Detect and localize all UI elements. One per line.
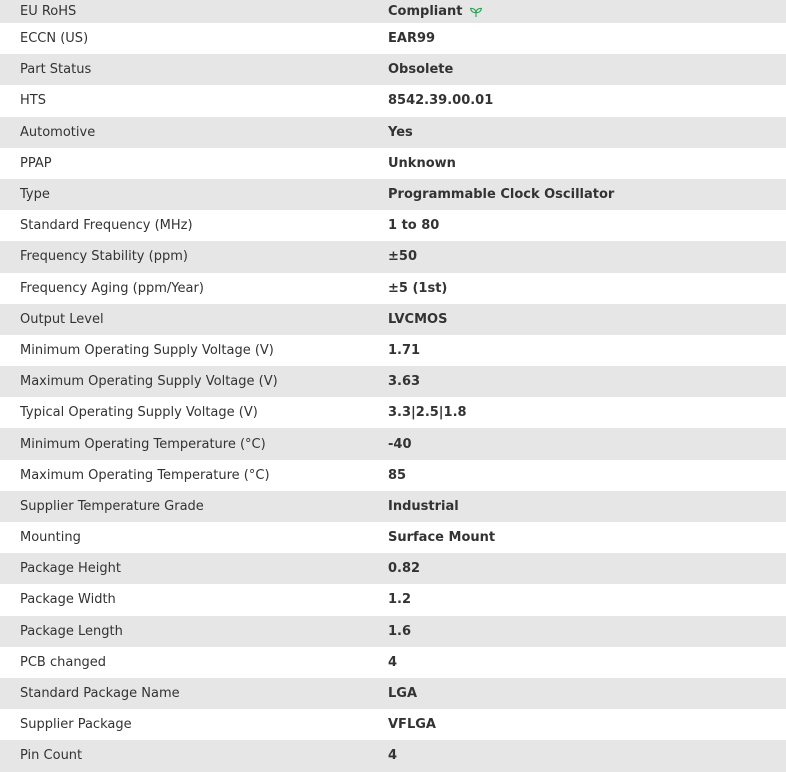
spec-label: Supplier Temperature Grade (20, 498, 204, 514)
spec-value: 1.71 (388, 342, 421, 358)
spec-value: Unknown (388, 155, 456, 171)
spec-label: Typical Operating Supply Voltage (V) (20, 405, 258, 421)
spec-row-mounting (0, 522, 786, 553)
spec-value: 3.63 (388, 374, 421, 390)
spec-row-pcb-changed (0, 647, 786, 678)
spec-value: EAR99 (388, 31, 436, 47)
spec-label: Standard Frequency (MHz) (20, 218, 193, 234)
spec-row-ppap (0, 148, 786, 179)
spec-value: 1 to 80 (388, 218, 440, 234)
leaf-icon (469, 5, 483, 19)
spec-label: Minimum Operating Temperature (°C) (20, 436, 266, 452)
spec-label: Package Width (20, 592, 116, 608)
spec-value: 4 (388, 748, 398, 764)
spec-row-part-status (0, 54, 786, 85)
spec-value: 85 (388, 467, 407, 483)
spec-label: Package Height (20, 561, 121, 577)
spec-label: PPAP (20, 155, 52, 171)
spec-label: Frequency Stability (ppm) (20, 249, 188, 265)
spec-label: Maximum Operating Temperature (°C) (20, 467, 270, 483)
spec-row-max-supply-voltage (0, 366, 786, 397)
spec-label: Type (20, 187, 50, 203)
spec-value-text: Compliant (388, 4, 463, 19)
spec-value: Yes (388, 124, 413, 140)
spec-value: 3.3|2.5|1.8 (388, 405, 467, 421)
spec-value: Surface Mount (388, 530, 496, 546)
spec-label: Minimum Operating Supply Voltage (V) (20, 342, 274, 358)
spec-label: Pin Count (20, 748, 83, 764)
spec-value: Industrial (388, 498, 459, 514)
spec-row-automotive (0, 117, 786, 148)
spec-value: 1.6 (388, 623, 412, 639)
spec-value: 0.82 (388, 561, 421, 577)
spec-value (388, 4, 786, 19)
spec-label: Part Status (20, 62, 92, 78)
spec-row-supplier-package (0, 709, 786, 740)
spec-value: VFLGA (388, 717, 436, 733)
spec-row-type (0, 179, 786, 210)
spec-label: EU RoHS (20, 4, 77, 19)
spec-row-typical-supply-voltage (0, 397, 786, 428)
spec-label: Automotive (20, 124, 96, 140)
spec-label: Mounting (20, 530, 81, 546)
spec-value: -40 (388, 436, 412, 452)
spec-row-max-temperature (0, 460, 786, 491)
spec-row-standard-package-name (0, 678, 786, 709)
spec-row-eccn (0, 23, 786, 54)
spec-label: Output Level (20, 311, 104, 327)
spec-row-min-supply-voltage (0, 335, 786, 366)
spec-row-temperature-grade (0, 491, 786, 522)
spec-row-eu-rohs (0, 0, 786, 23)
spec-value: LVCMOS (388, 311, 448, 327)
spec-value: LGA (388, 686, 418, 702)
spec-label: Package Length (20, 623, 123, 639)
spec-value: ±50 (388, 249, 417, 265)
spec-value: 8542.39.00.01 (388, 93, 494, 109)
spec-label: PCB changed (20, 654, 107, 670)
spec-value: 4 (388, 654, 398, 670)
spec-row-hts (0, 85, 786, 116)
spec-label: Maximum Operating Supply Voltage (V) (20, 374, 278, 390)
spec-value: ±5 (1st) (388, 280, 448, 296)
spec-row-package-length (0, 616, 786, 647)
spec-row-output-level (0, 304, 786, 335)
spec-row-pin-count (0, 740, 786, 771)
spec-label: Frequency Aging (ppm/Year) (20, 280, 204, 296)
spec-label: Supplier Package (20, 717, 132, 733)
spec-row-standard-frequency (0, 210, 786, 241)
spec-value: Obsolete (388, 62, 454, 78)
spec-row-package-height (0, 553, 786, 584)
spec-row-min-temperature (0, 428, 786, 459)
spec-value: Programmable Clock Oscillator (388, 187, 615, 203)
spec-row-frequency-stability (0, 241, 786, 272)
spec-label: HTS (20, 93, 46, 109)
spec-row-package-width (0, 584, 786, 615)
spec-label: ECCN (US) (20, 31, 89, 47)
spec-label: Standard Package Name (20, 686, 180, 702)
spec-value: 1.2 (388, 592, 412, 608)
spec-row-frequency-aging (0, 273, 786, 304)
